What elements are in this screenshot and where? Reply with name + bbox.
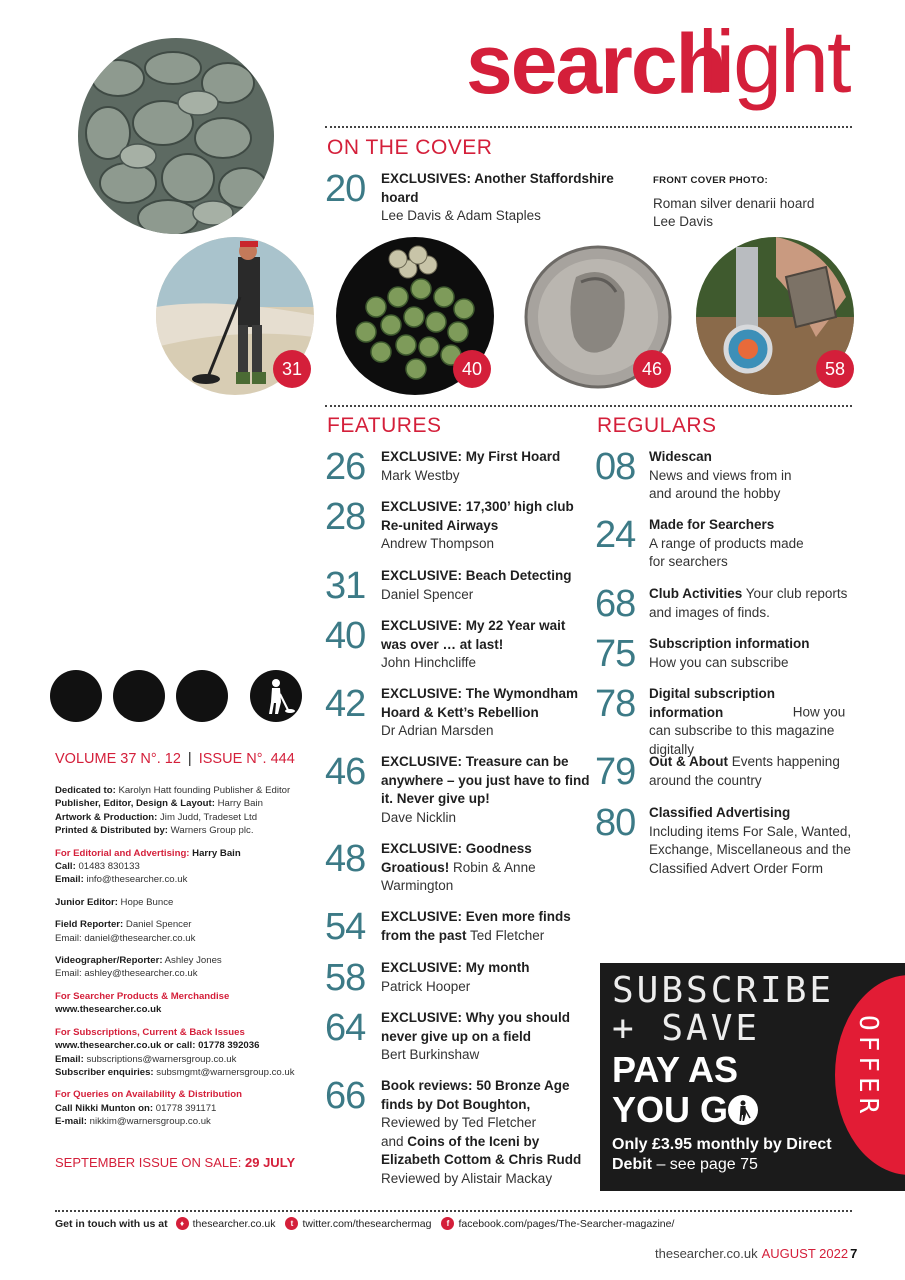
entry-byline: A range of products made for searchers <box>649 535 804 569</box>
facebook-link[interactable]: f facebook.com/pages/The-Searcher-magazine/ <box>441 1217 674 1230</box>
on-sale-date: SEPTEMBER ISSUE ON SALE: 29 JULY <box>55 1155 296 1170</box>
offer-badge: OFFER <box>835 975 905 1175</box>
entry-title: Book reviews: 50 Bronze Age finds by Dot Boughton, <box>381 1078 570 1112</box>
page-number: 54 <box>325 906 366 948</box>
subscribe-offer-ad[interactable] <box>600 963 905 1191</box>
feature-entry[interactable] <box>325 567 590 605</box>
twitter-icon: t <box>285 1217 298 1230</box>
entry-title: EXCLUSIVE: Even more finds from the past <box>381 909 571 943</box>
entry-title: EXCLUSIVE: The Wymondham Hoard & Kett’s Rebellion <box>381 686 579 720</box>
detectorist-o-icon <box>728 1095 758 1125</box>
feature-entry[interactable] <box>325 1009 590 1065</box>
page-number: 64 <box>325 1007 366 1049</box>
page-number: 42 <box>325 683 366 725</box>
page-number: 58 <box>325 957 366 999</box>
entry-title: Out & About <box>649 754 728 769</box>
page-number: 80 <box>595 802 636 844</box>
entry-byline: Robin & Anne Warmington <box>381 859 536 893</box>
photo-badge: 58 <box>816 350 854 388</box>
page-number: 48 <box>325 838 366 880</box>
facebook-icon: f <box>441 1217 454 1230</box>
entry-title: EXCLUSIVE: My month <box>381 960 530 975</box>
entry-byline: Patrick Hooper <box>381 978 471 994</box>
regular-entry[interactable] <box>595 635 865 673</box>
front-cover-photo-credit-name: Lee Davis <box>653 214 714 229</box>
photo-badge: 46 <box>633 350 671 388</box>
credits-group: For Editorial and Advertising: Harry Bain Call: 01483 830133 Email: info@thesearcher.co.uk <box>55 847 241 886</box>
photo-badge: 31 <box>273 350 311 388</box>
entry-byline: How you can subscribe to this magazine digitally <box>649 704 846 757</box>
entry-byline: Your club reports and images of finds. <box>649 586 848 620</box>
page-number: 46 <box>325 751 366 793</box>
regular-entry[interactable] <box>595 448 865 504</box>
feature-entry[interactable] <box>325 685 590 741</box>
entry-byline: Mark Westby <box>381 467 460 483</box>
page-number: 20 <box>325 168 366 210</box>
entry-title: Classified Advertising <box>649 805 791 820</box>
divider <box>325 126 852 128</box>
contact-bar: Get in touch with us at ♦ thesearcher.co.uk t twitter.com/thesearchermag f facebook.com/pages/The-Searcher-magazine/ <box>55 1217 675 1230</box>
entry-byline: Events happening around the country <box>649 754 840 788</box>
cover-entry[interactable] <box>325 170 615 226</box>
entry-title: Made for Searchers <box>649 517 775 532</box>
regular-entry[interactable] <box>595 685 865 759</box>
regular-entry[interactable] <box>595 753 865 791</box>
book-reviews-entry[interactable]: 66 Book reviews: 50 Bronze Age finds by Dot Boughton, Reviewed by Ted Fletcher and Coins of the Iceni by Elizabeth Cottom & Chris Rudd Reviewed by Alistair Mackay <box>325 1077 590 1188</box>
entry-byline: Ted Fletcher <box>466 927 545 943</box>
credits-group: For Searcher Products & Merchandise www.thesearcher.co.uk <box>55 990 230 1016</box>
page-folio: thesearcher.co.uk AUGUST 2022 7 <box>655 1246 858 1261</box>
entry-title: EXCLUSIVE: Treasure can be anywhere – you just have to find it. Never give up! <box>381 754 590 806</box>
front-cover-photo-label: FRONT COVER PHOTO: <box>653 175 769 186</box>
entry-byline: News and views from in and around the hobby <box>649 467 792 501</box>
page-number: 08 <box>595 446 636 488</box>
masthead-logo <box>466 8 886 116</box>
save-line: + SAVE <box>612 1008 761 1049</box>
credits-group: Videographer/Reporter: Ashley Jones Email: ashley@thesearcher.co.uk <box>55 955 222 980</box>
page-number: 68 <box>595 583 636 625</box>
front-cover-photo-credit <box>653 172 814 232</box>
features-heading: FEATURES <box>327 414 442 437</box>
entry-byline: Daniel Spencer <box>381 586 474 602</box>
page-number: 28 <box>325 496 366 538</box>
entry-title: EXCLUSIVE: My 22 Year wait was over … at last! <box>381 618 566 652</box>
feature-entry[interactable] <box>325 617 590 673</box>
credits-block <box>55 784 325 1138</box>
masthead-search: search <box>466 17 725 111</box>
feature-entry[interactable] <box>325 959 590 997</box>
credits-group: For Queries on Availability & Distribution Call Nikki Munton on: 01778 391171 E-mail: nikkim@warnersgroup.co.uk <box>55 1089 242 1128</box>
page-number: 31 <box>325 565 366 607</box>
pay-as-line: PAY AS <box>612 1049 739 1090</box>
entry-title: EXCLUSIVE: Goodness Groatious! <box>381 841 532 875</box>
decorative-dot <box>113 670 165 722</box>
entry-title-2: Coins of the Iceni by Elizabeth Cottom & Chris Rudd <box>381 1133 582 1167</box>
page-number: 66 <box>325 1075 366 1117</box>
subscribe-line: SUBSCRIBE <box>612 970 835 1011</box>
page-number: 75 <box>595 633 636 675</box>
coin-hoard-photo <box>78 38 274 234</box>
divider <box>325 405 852 407</box>
you-go-line: YOU G <box>612 1091 758 1129</box>
photo-badge: 40 <box>453 350 491 388</box>
detectorist-icon: ♦ <box>176 1217 189 1230</box>
feature-entry[interactable] <box>325 448 590 486</box>
entry-byline: John Hinchcliffe <box>381 655 477 670</box>
page-number: 26 <box>325 446 366 488</box>
credits-group: For Subscriptions, Current & Back Issues www.thesearcher.co.uk or call: 01778 392036 Email: subscriptions@warnersgroup.co.uk Subscriber enquiries: subsmgmt@warnersgroup.co.uk <box>55 1026 295 1078</box>
page-number: 79 <box>595 751 636 793</box>
front-cover-photo-desc: Roman silver denarii hoard <box>653 195 815 211</box>
decorative-dot <box>50 670 102 722</box>
on-the-cover-heading: ON THE COVER <box>327 136 493 159</box>
regular-entry[interactable] <box>595 516 865 572</box>
masthead-light: light <box>698 12 850 111</box>
detectorist-icon <box>250 670 302 722</box>
entry-byline: Dave Nicklin <box>381 809 457 825</box>
feature-entry[interactable] <box>325 908 590 946</box>
page-number: 40 <box>325 615 366 657</box>
entry-byline: How you can subscribe <box>649 654 789 670</box>
credits-group: Junior Editor: Hope Bunce <box>55 896 174 908</box>
regular-entry[interactable] <box>595 804 865 878</box>
price-text: Only £3.95 monthly by Direct Debit – see page 75 <box>612 1136 832 1173</box>
entry-byline: Andrew Thompson <box>381 536 495 551</box>
entry-byline: Including items For Sale, Wanted, Exchange, Miscellaneous and the Classified Advert Order Form <box>649 823 852 876</box>
entry-title: EXCLUSIVE: My First Hoard <box>381 449 561 464</box>
feature-entry[interactable] <box>325 840 590 896</box>
entry-byline: Bert Burkinshaw <box>381 1047 480 1062</box>
page-number: 24 <box>595 514 636 556</box>
feature-entry[interactable] <box>325 498 590 554</box>
twitter-link[interactable]: t twitter.com/thesearchermag <box>285 1217 431 1230</box>
entry-byline: Dr Adrian Marsden <box>381 723 494 738</box>
credits-group: Dedicated to: Karolyn Hatt founding Publisher & Editor Publisher, Editor, Design & Layout: Harry Bain Artwork & Production: Jim Judd, Tradeset Ltd Printed & Distributed by: Warners Group plc. <box>55 785 291 837</box>
entry-title: EXCLUSIVE: Beach Detecting <box>381 568 572 583</box>
entry-title: EXCLUSIVES: Another Staffordshire hoard <box>381 171 614 205</box>
divider <box>55 1210 852 1212</box>
entry-title: EXCLUSIVE: Why you should never give up on a field <box>381 1010 571 1044</box>
feature-entry[interactable] <box>325 753 590 827</box>
decorative-dot <box>176 670 228 722</box>
volume-issue: VOLUME 37 N°. 12 | ISSUE N°. 444 <box>55 751 295 767</box>
credits-group: Field Reporter: Daniel Spencer Email: daniel@thesearcher.co.uk <box>55 919 196 944</box>
entry-title: Club Activities <box>649 586 743 601</box>
regular-entry[interactable] <box>595 585 865 623</box>
entry-title: Widescan <box>649 449 712 464</box>
regulars-heading: REGULARS <box>597 414 717 437</box>
entry-title: Digital subscription information <box>649 686 776 720</box>
entry-byline: Lee Davis & Adam Staples <box>381 208 541 223</box>
entry-title: EXCLUSIVE: 17,300’ high club Re-united Airways <box>381 499 574 533</box>
website-link[interactable]: ♦ thesearcher.co.uk <box>176 1217 276 1230</box>
entry-title: Subscription information <box>649 636 810 651</box>
page-number: 78 <box>595 683 636 725</box>
